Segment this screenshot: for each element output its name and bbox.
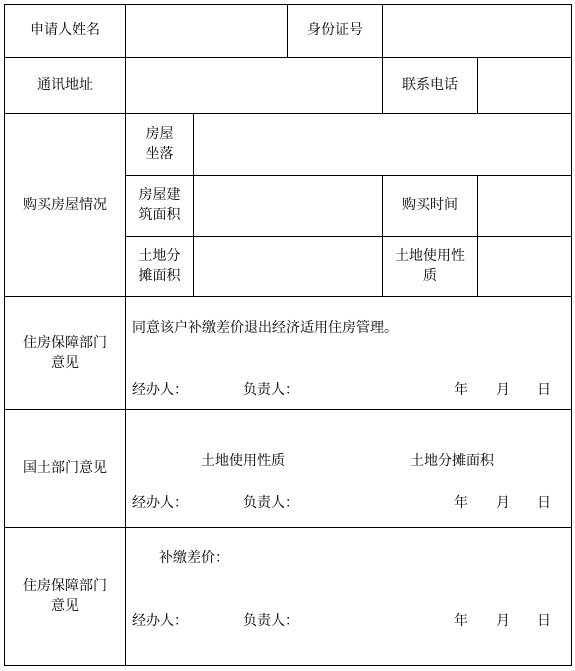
month-label: 月 — [496, 495, 510, 511]
housing-dept-opinion-label-line2: 意见 — [51, 598, 79, 614]
day-label: 日 — [537, 495, 551, 511]
applicant-name-label: 申请人姓名 — [30, 22, 100, 38]
purchase-time-label: 购买时间 — [402, 197, 458, 213]
housing-dept-opinion-label-line2: 意见 — [51, 355, 79, 371]
year-label: 年 — [454, 613, 468, 629]
land-share-area-label-line2: 摊面积 — [138, 268, 181, 284]
building-area-field[interactable] — [194, 176, 382, 236]
applicant-name-field[interactable] — [126, 5, 287, 57]
id-number-label: 身份证号 — [307, 22, 363, 38]
housing-dept-opinion-label-line1: 住房保障部门 — [23, 578, 107, 594]
phone-label: 联系电话 — [402, 77, 458, 93]
address-label: 通讯地址 — [37, 77, 93, 93]
land-share-area-label-line1: 土地分 — [138, 248, 181, 264]
land-use-nature-label-line2: 质 — [423, 268, 437, 284]
principal-label: 负责人： — [243, 613, 299, 629]
house-location-label-line1: 房屋 — [145, 126, 174, 142]
id-number-field[interactable] — [383, 5, 571, 57]
table-border — [571, 4, 572, 666]
row-divider — [4, 409, 572, 410]
building-area-label-line2: 筑面积 — [138, 207, 181, 223]
house-location-label — [126, 124, 193, 164]
year-label: 年 — [454, 495, 468, 511]
principal-label: 负责人： — [243, 382, 299, 398]
address-field[interactable] — [126, 58, 382, 113]
land-dept-opinion-label: 国土部门意见 — [23, 460, 107, 476]
housing-dept-opinion-label-line1: 住房保障部门 — [23, 335, 107, 351]
housing-dept-opinion-text: 同意该户补缴差价退出经济适用住房管理。 — [132, 320, 398, 336]
phone-field[interactable] — [478, 58, 571, 113]
month-label: 月 — [496, 382, 510, 398]
table-border — [4, 665, 572, 666]
month-label: 月 — [496, 613, 510, 629]
handler-label: 经办人： — [132, 613, 188, 629]
row-divider — [4, 296, 572, 297]
day-label: 日 — [537, 382, 551, 398]
land-use-nature-label-line1: 土地使用性 — [395, 248, 465, 264]
land-use-nature-label — [383, 246, 477, 286]
handler-label: 经办人： — [132, 495, 188, 511]
housing-dept-opinion-label — [5, 576, 125, 616]
land-share-area-label — [126, 246, 193, 286]
principal-label: 负责人： — [243, 495, 299, 511]
building-area-label-line1: 房屋建 — [138, 187, 181, 203]
purchase-time-field[interactable] — [478, 176, 571, 236]
house-location-label-line2: 坐落 — [145, 146, 174, 162]
housing-dept-opinion-label — [5, 333, 125, 373]
land-use-nature-text: 土地使用性质 — [201, 453, 285, 469]
land-use-nature-field[interactable] — [478, 237, 571, 296]
price-difference-label: 补缴差价： — [159, 550, 229, 566]
row-divider — [4, 527, 572, 528]
purchase-section-label: 购买房屋情况 — [23, 197, 107, 213]
building-area-label — [126, 185, 193, 225]
land-share-area-text: 土地分摊面积 — [410, 453, 494, 469]
year-label: 年 — [454, 382, 468, 398]
house-location-field[interactable] — [194, 114, 571, 175]
day-label: 日 — [537, 613, 551, 629]
land-share-area-field[interactable] — [194, 237, 382, 296]
handler-label: 经办人： — [132, 382, 188, 398]
